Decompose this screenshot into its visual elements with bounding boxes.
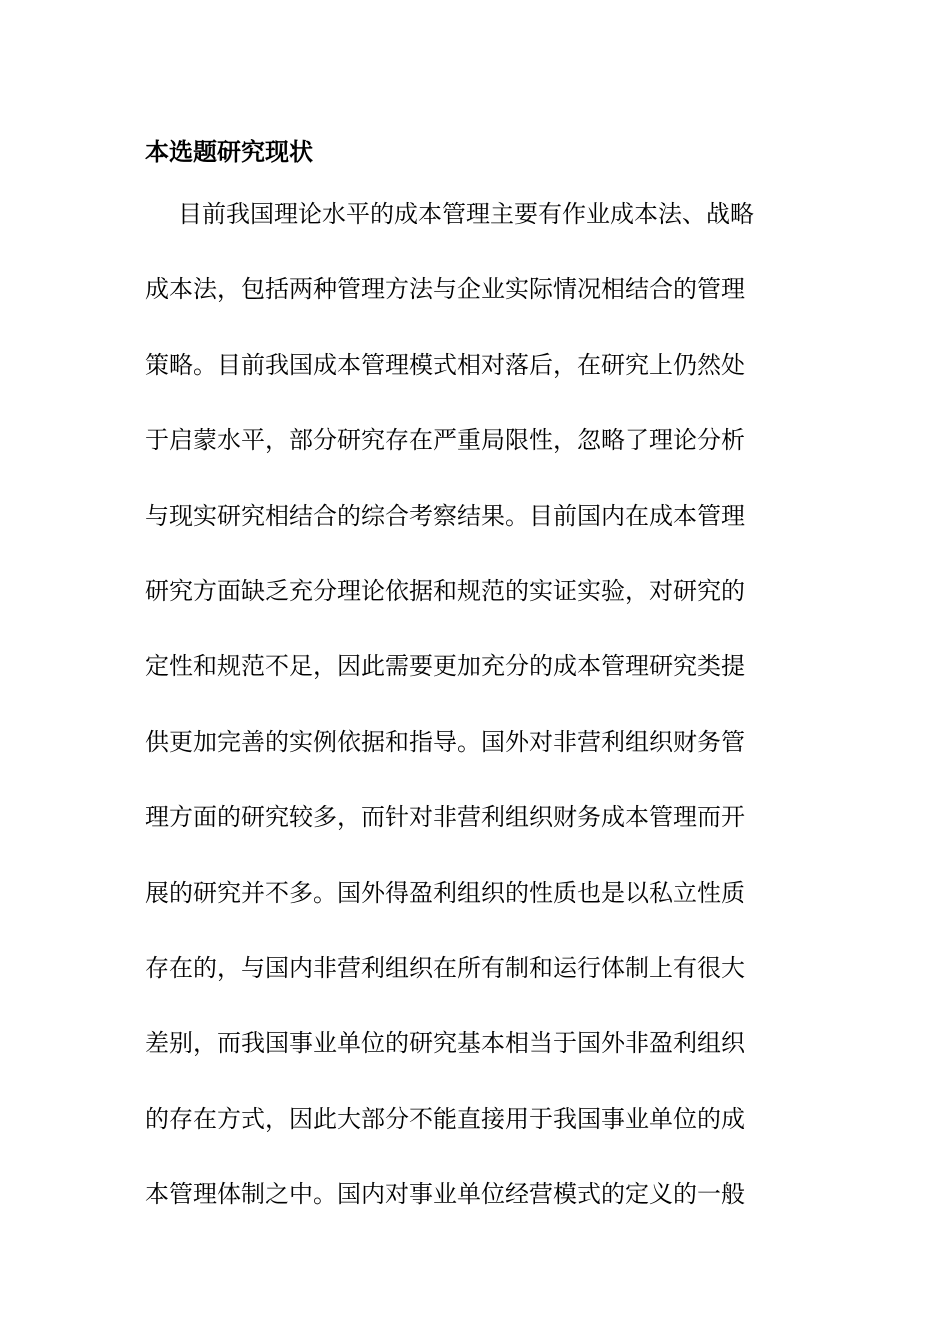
text-line: 理方面的研究较多，而针对非营利组织财务成本管理而开 <box>145 803 745 832</box>
text-line: 展的研究并不多。国外得盈利组织的性质也是以私立性质 <box>145 878 745 907</box>
text-line: 本管理体制之中。国内对事业单位经营模式的定义的一般 <box>145 1180 745 1209</box>
text-line: 的存在方式，因此大部分不能直接用于我国事业单位的成 <box>145 1104 745 1133</box>
text-line: 研究方面缺乏充分理论依据和规范的实证实验，对研究的 <box>145 576 745 605</box>
text-line: 与现实研究相结合的综合考察结果。目前国内在成本管理 <box>145 501 745 530</box>
text-line: 差别，而我国事业单位的研究基本相当于国外非盈利组织 <box>145 1029 745 1058</box>
text-line: 存在的，与国内非营利组织在所有制和运行体制上有很大 <box>145 953 745 982</box>
text-line: 定性和规范不足，因此需要更加充分的成本管理研究类提 <box>145 652 745 681</box>
text-line: 策略。目前我国成本管理模式相对落后，在研究上仍然处 <box>145 350 745 379</box>
text-line: 目前我国理论水平的成本管理主要有作业成本法、战略 <box>178 200 754 228</box>
body-paragraph <box>145 194 805 1249</box>
text-line: 供更加完善的实例依据和指导。国外对非营利组织财务管 <box>145 727 745 756</box>
text-line: 成本法，包括两种管理方法与企业实际情况相结合的管理 <box>145 275 745 304</box>
section-heading: 本选题研究现状 <box>145 137 313 166</box>
text-line: 于启蒙水平，部分研究存在严重局限性，忽略了理论分析 <box>145 426 745 455</box>
